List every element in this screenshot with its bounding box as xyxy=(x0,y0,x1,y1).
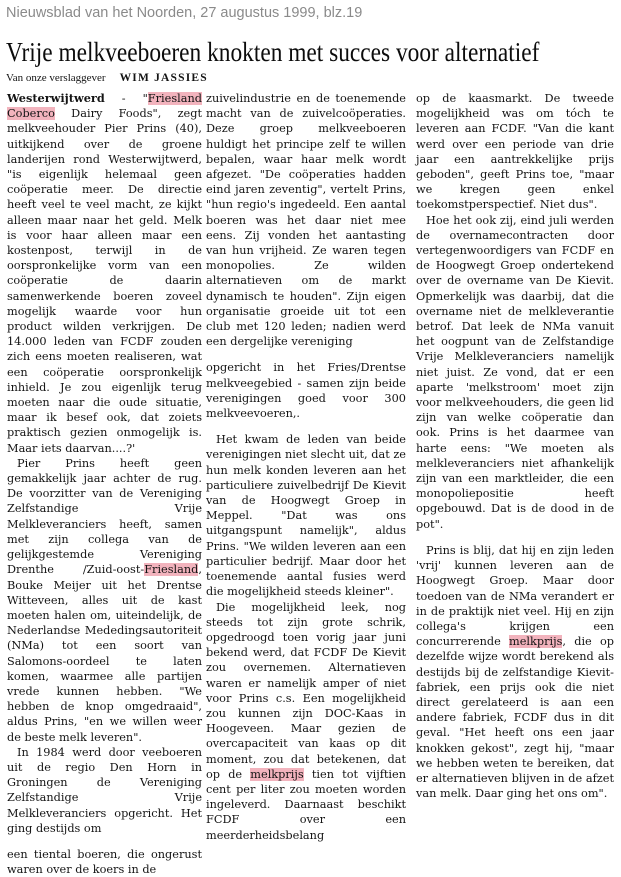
paragraph xyxy=(416,213,614,532)
highlighted-term: melkprijs xyxy=(509,635,563,649)
article-column-1 xyxy=(7,91,202,877)
highlighted-term: melkprijs xyxy=(250,767,304,781)
paragraph xyxy=(416,91,614,213)
paragraph xyxy=(7,847,202,877)
dateline: Westerwijtwerd xyxy=(7,91,105,105)
paragraph xyxy=(416,543,614,801)
text-run: In 1984 werd door veeboeren uit de regio Den Horn in Groningen de Vereniging Zelfstandige Vrije Melkleveranciers opgericht. Het ging destijds om xyxy=(7,745,202,835)
text-run: Die mogelijkheid leek, nog steeds tot zijn grote schrik, opgedroogd toen vorig jaar juni bekend werd, dat FCDF De Kievit zou overnemen. Alternatieven waren er namelijk amper of niet voor Prins c.s. Een mogelijkheid zou kunnen zijn DOC-Kaas in Hoogeveen. Maar gezien de overcapaciteit van kaas op dit moment, zou dat betekenen, dat op de xyxy=(206,600,406,781)
paragraph xyxy=(206,91,406,349)
highlighted-term: Friesland Coberco xyxy=(7,92,202,121)
text-run: een tiental boeren, die ongerust waren over de koers in de xyxy=(7,847,202,877)
source-line: Nieuwsblad van het Noorden, 27 augustus 1999, blz.19 xyxy=(6,5,363,21)
paragraph xyxy=(206,360,406,421)
paragraph xyxy=(7,456,202,745)
text-run: , die op dezelfde wijze wordt berekend als destijds bij de zelfstandige Kievit-fabriek, een prijs ook die niet direct gerelateerd is aan een andere fabriek, FCDF dus in dit geval. "Het heeft ons een jaar knokken gekost", zegt hij, "maar we hebben weten te bereiken, dat er alternatieven blijven in de afzet van melk. Daar ging het ons om". xyxy=(416,635,614,801)
text-run: Pier Prins heeft geen gemakkelijk jaar achter de rug. De voorzitter van de Vereniging Zelfstandige Vrije Melkleveranciers heeft, samen met zijn collega van de gelijkgestemde Vereniging Drenthe /Zuid-oost- xyxy=(7,456,202,577)
text-run: opgericht in het Fries/Drentse melkveegebied - samen zijn beide verenigingen goed voor 300 melkveevoeren,. xyxy=(206,361,406,421)
text-run: op de kaasmarkt. De tweede mogelijkheid was om tóch te leveren aan FCDF. "Van die kant werd over een periode van drie jaar een aantrekkelijke prijs geboden", geeft Prins toe, "maar we kregen geen enkel toekomstperspectief. Niet dus". xyxy=(416,92,614,212)
text-run: zuivelindustrie en de toenemende macht van de zuivelcoöperaties. Deze groep melkveeboeren huldigt het principe zelf te willen bepalen, waar haar melk wordt afgezet. "De coöperaties hadden eind jaren zeventig", vertelt Prins, "hun regio's ingedeeld. Een aantal boeren was het daar niet mee eens. Zij vonden het aantasting van hun vrijheid. Ze waren tegen monopolies. Ze wilden alternatieven om de markt dynamisch te houden". Zijn eigen organisatie groeide uit tot een club met 120 leden; nadien werd een dergelijke vereniging xyxy=(206,92,406,349)
paragraph xyxy=(7,91,202,456)
paragraph xyxy=(7,745,202,836)
headline: Vrije melkveeboeren knokten met succes voor alternatief xyxy=(6,36,540,67)
paragraph xyxy=(206,600,406,843)
text-run: , Bouke Meijer uit het Drentse Witteveen, alles uit de kast moeten halen om, uiteindelijk, de Nederlandse Mededingsautoriteit (NMa) tot een soort van Salomons-oordeel te laten komen, waarmee alle partijen vrede kunnen hebben. "We hebben de knop omgedraaid", aldus Prins, "en we willen weer de beste melk leveren". xyxy=(7,563,202,744)
text-run: Hoe het ook zij, eind juli werden de overnamecontracten door vertegenwoordigers van FCDF en de Hoogwegt Groep ondertekend over de overname van De Kievit. Opmerkelijk was daarbij, dat die overname niet de melkleverantie betrof. Dat leek de NMa vanuit het oogpunt van de Zelfstandige Vrije Melkleveranciers namelijk niet juist. Ze vond, dat er een aparte 'melkstroom' moet zijn voor melkveehouders, die geen lid zijn van welke coöperatie dan ook. Prins is het daarmee van harte eens: "We moeten als melkleveranciers niet afhankelijk zijn van een marktleider, die een monopoliepositie heeft opgebouwd. Dat is de dood in de pot". xyxy=(416,213,614,531)
article-column-3 xyxy=(416,91,614,843)
paragraph xyxy=(206,432,406,599)
byline xyxy=(6,72,208,84)
text-run: Dairy Foods", zegt melkveehouder Pier Prins (40), uitkijkend over de groene landerijen rond Westerwijtwerd, "is eigenlijk helemaal geen coöperatie meer. De directie heeft veel te veel macht, ze kijkt alleen maar naar het geld. Melk is voor haar alleen maar een kostenpost, terwijl in de oorspronkelijke vorm van een coöperatie de daarin samenwerkende boeren zoveel mogelijk waarde voor hun product wilden verkrijgen. De 14.000 leden van FCDF zouden zich eens moeten realiseren, wat een coöperatie oorspronkelijk inhield. Je zou eigenlijk terug moeten naar die oude situatie, maar ik besef ook, dat zoiets praktisch gezien onmogelijk is. Maar iets daarvan....?' xyxy=(7,107,202,455)
highlighted-term: Friesland xyxy=(144,563,199,577)
text-run: tien tot vijftien cent per liter zou moeten worden ingeleverd. Daarnaast beschikt FCDF over een meerderheidsbelang xyxy=(206,767,406,842)
byline-author: WIM JASSIES xyxy=(119,72,208,84)
article-column-2 xyxy=(206,91,406,843)
text-run: Het kwam de leden van beide verenigingen niet slecht uit, dat ze hun melk konden leveren aan het particuliere zuivelbedrijf De Kievit van de Hoogwegt Groep in Meppel. "Dat was ons uitgangspunt namelijk", aldus Prins. "We wilden leveren aan een particulier bedrijf. Maar door het toenemende aantal fusies werd die mogelijkheid steeds kleiner". xyxy=(206,433,406,599)
byline-prefix: Van onze verslaggever xyxy=(6,72,106,84)
text-run: Prins is blij, dat hij en zijn leden 'vrij' kunnen leveren aan de Hoogwegt Groep. Maar door toedoen van de NMa verandert er in de praktijk niet veel. Hij en zijn collega's krijgen een concurrerende xyxy=(416,543,614,649)
text-run: - " xyxy=(104,92,148,105)
